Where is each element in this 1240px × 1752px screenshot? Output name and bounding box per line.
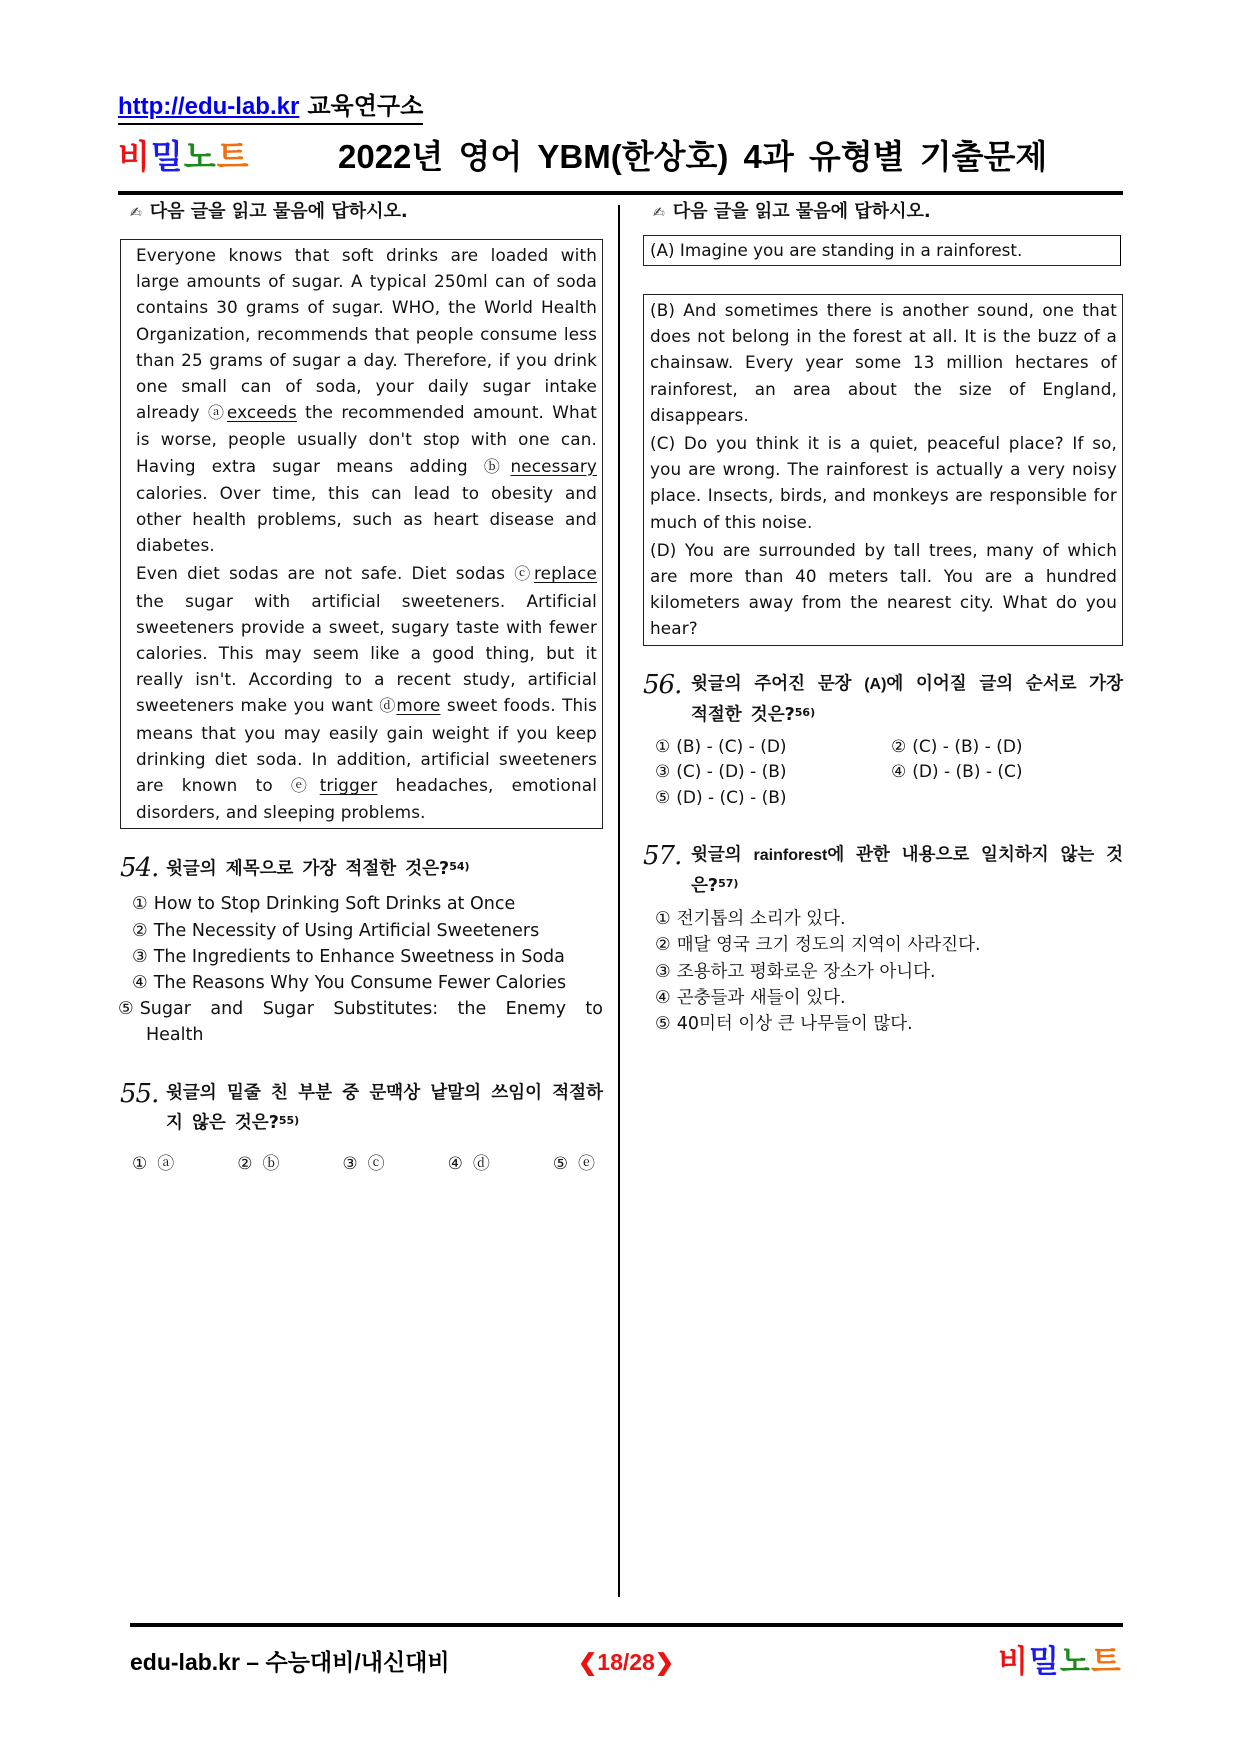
answer-options xyxy=(120,1149,603,1174)
underlined-trigger: trigger xyxy=(319,775,378,796)
marker-c: ⓒ xyxy=(514,564,534,584)
passage-text: headaches, emotional disorders, and sleeping problems. xyxy=(136,775,598,823)
question-stem: 윗글의 주어진 문장 xyxy=(691,673,865,694)
brand-char-1: 비 xyxy=(118,138,151,175)
option-number: ④ xyxy=(655,987,671,1008)
option-number: ④ xyxy=(891,762,907,783)
footnote-ref: 54) xyxy=(449,860,470,874)
answer-options xyxy=(120,891,603,1048)
option-4[interactable] xyxy=(448,1149,490,1174)
option-number: ④ xyxy=(132,973,148,994)
paragraph-b: (B) And sometimes there is another sound, one that does not belong in the forest at all. It is the buzz of a chainsaw. Every year some 13 million hectares of rainforest, an area about the size of England, disappears. xyxy=(650,300,1117,425)
option-text: ⓓ xyxy=(472,1153,490,1174)
question-number: 56. xyxy=(643,669,682,700)
marker-d: ⓓ xyxy=(379,696,397,716)
option-text: ⓐ xyxy=(157,1153,175,1174)
question-number: 54. xyxy=(120,853,159,884)
option-2[interactable] xyxy=(237,1149,279,1174)
paragraph-c: (C) Do you think it is a quiet, peaceful place? If so, you are wrong. The rainforest is actually a very noisy place. Insects, birds, and monkeys are responsible for much of this noise. xyxy=(650,433,1117,532)
option-number: ③ xyxy=(655,762,671,783)
option-number: ⑤ xyxy=(118,999,134,1020)
option-number: ① xyxy=(655,909,671,930)
option-5[interactable] xyxy=(655,786,891,812)
right-column xyxy=(643,200,1123,1037)
brand-char-3: 노 xyxy=(183,138,217,175)
option-number: ③ xyxy=(655,961,671,982)
passage-paragraph-2 xyxy=(127,560,597,825)
passage-text: the sugar with artificial sweeteners. Artificial sweeteners provide a sweet, sugary taste with fewer calories. This may seem like a good thing, but it really isn't. According to a recent study, artificial sweeteners make you want xyxy=(136,590,597,716)
option-4[interactable] xyxy=(655,985,1123,1011)
underlined-replace: replace xyxy=(533,563,597,584)
question-stem: 윗글의 밑줄 친 부분 중 문맥상 낱말의 쓰임이 적절하지 않은 것은? xyxy=(166,1082,603,1133)
passage-text: sweet foods. This means that you may easily gain weight if you keep drinking diet soda. In addition, artificial sweeteners are known to xyxy=(136,695,597,796)
question-54 xyxy=(120,853,603,1048)
option-text: The Ingredients to Enhance Sweetness in Soda xyxy=(153,946,565,967)
underlined-more: more xyxy=(396,695,441,716)
option-number: ① xyxy=(132,894,148,915)
option-1[interactable] xyxy=(655,735,891,761)
option-number: ② xyxy=(891,736,907,757)
passage-text: Even diet sodas are not safe. Diet sodas xyxy=(136,563,515,584)
option-text: The Reasons Why You Consume Fewer Calories xyxy=(153,973,567,994)
underlined-necessary: necessary xyxy=(510,455,597,476)
question-header xyxy=(643,841,1123,900)
instruction-text: 다음 글을 읽고 물음에 답하시오. xyxy=(149,201,408,222)
option-number: ③ xyxy=(342,1153,358,1174)
question-stem: 윗글의 제목으로 가장 적절한 것은? xyxy=(166,859,450,880)
option-text: Sugar and Sugar Substitutes: the Enemy to Health xyxy=(139,999,603,1046)
option-text: 조용하고 평화로운 장소가 아니다. xyxy=(676,961,936,982)
underlined-exceeds: exceeds xyxy=(226,402,297,423)
option-text: 매달 영국 크기 정도의 지역이 사라진다. xyxy=(676,935,981,956)
brand-char-2: 밀 xyxy=(150,138,184,175)
brand-char-4: 트 xyxy=(216,138,250,175)
option-text: ⓑ xyxy=(262,1153,280,1174)
answer-options xyxy=(643,906,1123,1037)
option-text: (D) - (B) - (C) xyxy=(912,762,1023,783)
option-3[interactable] xyxy=(132,944,603,970)
brand-logo xyxy=(118,137,250,177)
column-divider xyxy=(618,205,620,1597)
question-header xyxy=(643,670,1123,729)
footer-site-text: edu-lab.kr – 수능대비/내신대비 xyxy=(130,1649,450,1675)
question-56 xyxy=(643,670,1123,812)
question-header xyxy=(120,1079,603,1137)
option-3[interactable] xyxy=(342,1149,384,1174)
header-link-row xyxy=(118,92,423,125)
brand-char-3: 노 xyxy=(1059,1644,1091,1679)
option-number: ⑤ xyxy=(552,1153,568,1174)
site-link[interactable]: http://edu-lab.kr xyxy=(118,93,300,120)
option-2[interactable] xyxy=(891,735,1127,761)
passage-text: Everyone knows that soft drinks are loaded with large amounts of sugar. A typical 250ml can of soda contains 30 grams of sugar. WHO, the World Health Organization, recommends that people consume less than 25 grams of sugar a day. Therefore, if you drink one small can of soda, your daily sugar intake already xyxy=(136,245,597,423)
option-number: ② xyxy=(237,1153,253,1174)
option-number: ① xyxy=(132,1153,148,1174)
option-text: (C) - (B) - (D) xyxy=(912,736,1023,757)
question-text xyxy=(166,1079,603,1137)
question-header xyxy=(120,853,603,883)
option-number: ② xyxy=(655,935,671,956)
option-number: ④ xyxy=(447,1153,463,1174)
option-text: 40미터 이상 큰 나무들이 많다. xyxy=(676,1013,913,1034)
question-55 xyxy=(120,1079,603,1174)
option-2[interactable] xyxy=(132,918,603,944)
page-number: ❮18/28❯ xyxy=(578,1649,675,1675)
option-text: 곤충들과 새들이 있다. xyxy=(676,987,846,1008)
option-2[interactable] xyxy=(655,932,1123,958)
question-stem: 에 관한 내용으로 일치하지 않는 것은? xyxy=(691,845,1123,897)
option-3[interactable] xyxy=(655,760,891,786)
pen-icon: ✍ xyxy=(653,205,665,221)
instruction xyxy=(653,200,1123,225)
option-text: (D) - (C) - (B) xyxy=(676,787,787,808)
option-number: ① xyxy=(655,736,671,757)
question-stem-english: (A) xyxy=(864,675,887,693)
footnote-ref: 57) xyxy=(718,877,739,891)
footnote-ref: 55) xyxy=(278,1113,300,1127)
option-text: (C) - (D) - (B) xyxy=(676,762,787,783)
footer-divider xyxy=(130,1623,1123,1627)
footnote-ref: 56) xyxy=(794,705,816,719)
option-text: ⓒ xyxy=(367,1153,385,1174)
marker-a: ⓐ xyxy=(207,403,227,423)
answer-options xyxy=(643,735,1123,812)
question-57 xyxy=(643,841,1123,1037)
option-text: How to Stop Drinking Soft Drinks at Once xyxy=(153,894,516,915)
left-column xyxy=(120,200,603,1174)
option-3[interactable] xyxy=(655,959,1123,985)
option-4[interactable] xyxy=(891,760,1127,786)
option-text: The Necessity of Using Artificial Sweeteners xyxy=(153,920,540,941)
question-stem: 에 이어질 글의 순서로 가장 적절한 것은? xyxy=(691,673,1123,725)
pen-icon: ✍ xyxy=(130,205,142,221)
given-sentence-box: (A) Imagine you are standing in a rainforest. xyxy=(643,235,1121,266)
marker-b: ⓑ xyxy=(483,456,511,476)
brand-char-4: 트 xyxy=(1090,1644,1122,1679)
option-1[interactable] xyxy=(132,1149,174,1174)
option-number: ② xyxy=(132,920,148,941)
instruction-text: 다음 글을 읽고 물음에 답하시오. xyxy=(672,201,931,222)
instruction xyxy=(130,200,603,225)
option-number: ⑤ xyxy=(655,787,671,808)
option-text: 전기톱의 소리가 있다. xyxy=(676,909,846,930)
rainforest-passage xyxy=(643,294,1123,646)
option-number: ③ xyxy=(132,946,148,967)
institute-name: 교육연구소 xyxy=(307,93,424,120)
passage-paragraph-1 xyxy=(127,242,597,558)
page-title: 2022년 영어 YBM(한상호) 4과 유형별 기출문제 xyxy=(338,138,1048,175)
option-5[interactable] xyxy=(118,996,603,1048)
soda-passage xyxy=(120,239,603,829)
question-text xyxy=(691,841,1123,900)
option-5[interactable] xyxy=(553,1149,595,1174)
passage-text: calories. Over time, this can lead to obesity and other health problems, such as heart disease and diabetes. xyxy=(136,482,597,556)
header-divider xyxy=(118,191,1123,195)
question-stem-english: rainforest xyxy=(753,847,828,865)
question-text xyxy=(166,853,470,883)
question-stem: 윗글의 xyxy=(691,845,754,866)
question-number: 57. xyxy=(643,841,682,872)
option-1[interactable] xyxy=(132,891,603,917)
question-number: 55. xyxy=(120,1078,159,1109)
option-text: (B) - (C) - (D) xyxy=(676,736,787,757)
brand-char-1: 비 xyxy=(998,1644,1029,1679)
option-5[interactable] xyxy=(655,1011,1123,1037)
footer-brand-logo xyxy=(998,1645,1122,1679)
option-text: ⓔ xyxy=(578,1153,595,1174)
passage-text: the recommended amount. What is worse, people usually don't stop with one can. Having extra sugar means adding xyxy=(136,402,597,476)
option-1[interactable] xyxy=(655,906,1123,932)
marker-e: ⓔ xyxy=(290,776,320,796)
option-number: ⑤ xyxy=(655,1013,671,1034)
paragraph-d: (D) You are surrounded by tall trees, many of which are more than 40 meters tall. You are a hundred kilometers away from the nearest city. What do you hear? xyxy=(650,539,1117,639)
brand-char-2: 밀 xyxy=(1028,1644,1060,1679)
option-4[interactable] xyxy=(132,970,603,996)
question-text xyxy=(691,670,1123,729)
